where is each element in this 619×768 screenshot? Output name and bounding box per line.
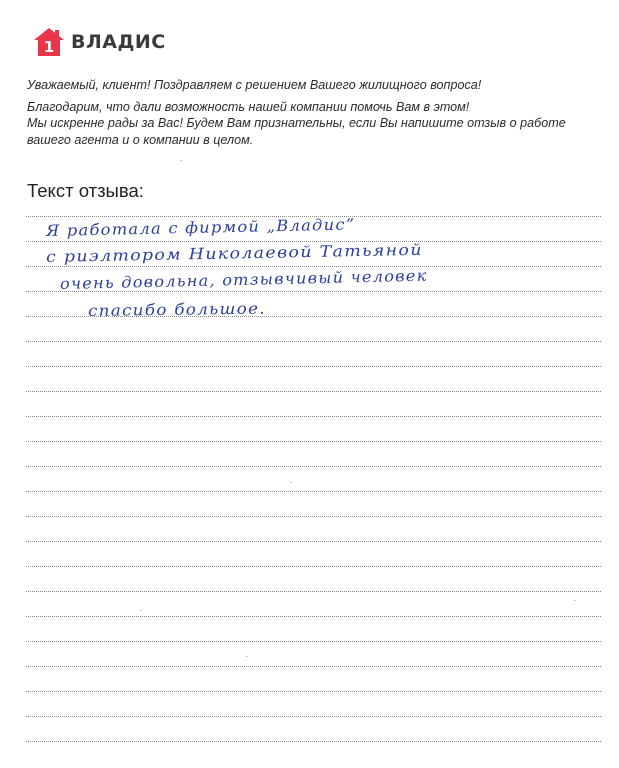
handwritten-line-3: очень довольна, отзывчивый человек [59, 266, 428, 293]
paper-speck [574, 600, 576, 601]
handwritten-line-1: Я работала с фирмой „Владис” [45, 215, 356, 240]
logo-digit: 1 [43, 38, 55, 56]
brand-name: ВЛАДИС [71, 31, 166, 53]
thanks-line-1: Благодарим, что дали возможность нашей компании помочь Вам в этом! [27, 99, 470, 114]
thanks-line-2: Мы искренне рады за Вас! Будем Вам признательны, если Вы напишите отзыв о работе [27, 116, 566, 131]
handwritten-line-4: спасибо большое. [87, 299, 266, 320]
greeting-line: Уважаемый, клиент! Поздравляем с решением Вашего жилищного вопроса! [27, 78, 482, 92]
review-heading: Текст отзыва: [27, 180, 144, 201]
thanks-line-3: вашего агента и о компании в целом. [27, 132, 254, 147]
paper-speck [140, 610, 142, 611]
paper-speck [246, 656, 248, 657]
handwritten-line-2: с риэлтором Николаевой Татьяной [45, 240, 423, 266]
paper-speck [180, 160, 182, 161]
paper-speck [290, 482, 292, 483]
